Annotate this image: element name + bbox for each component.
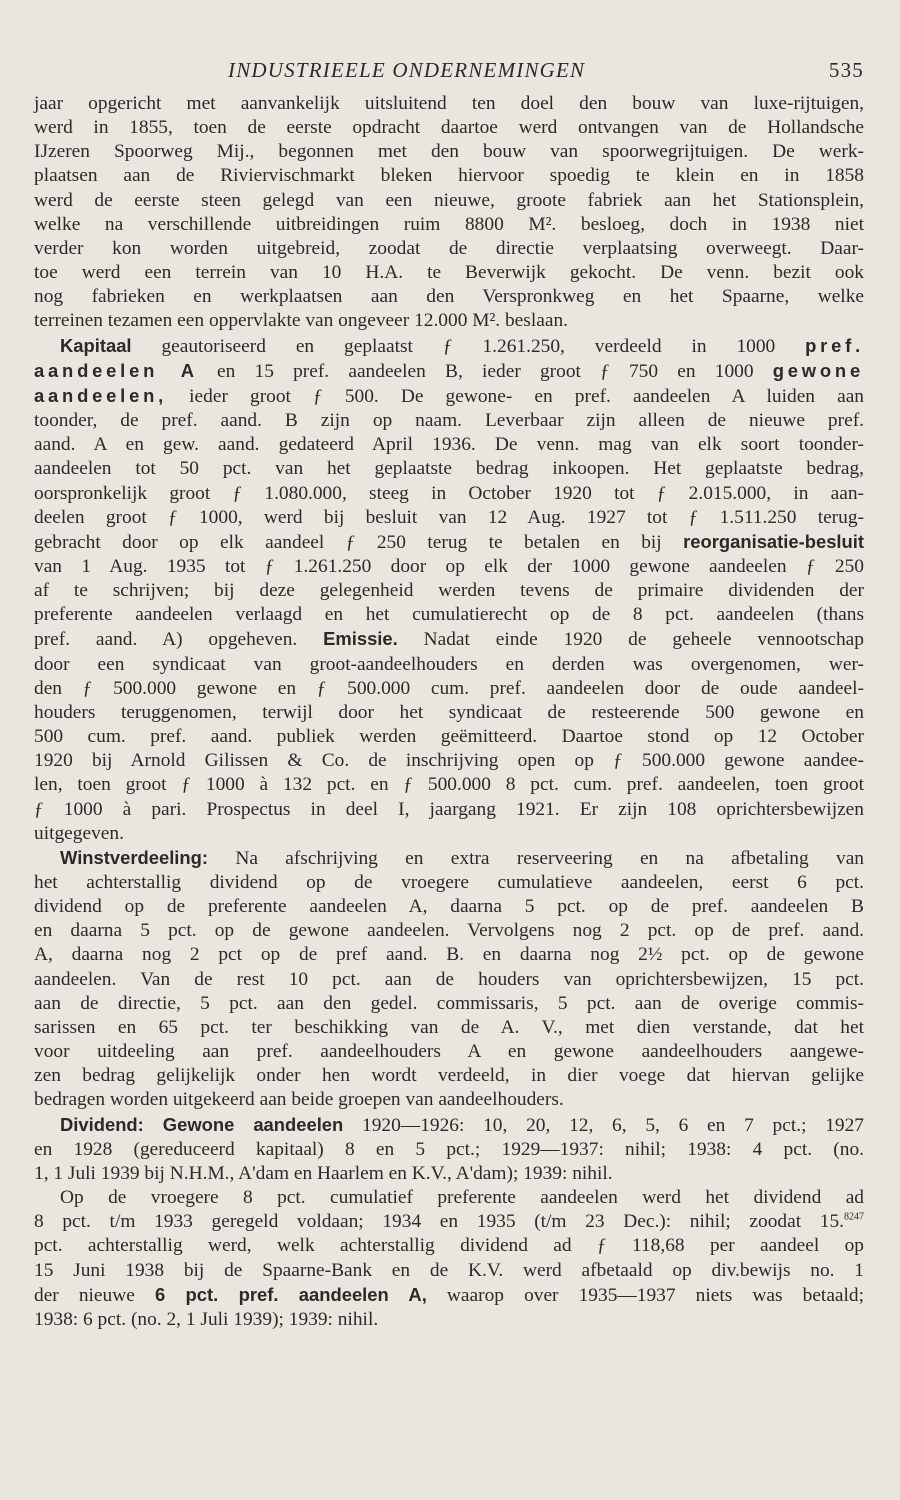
running-header [34,58,864,92]
text-line: zen bedrag gelijkelijk onder hen wordt verdeeld, in dier voege dat hiervan gelijke [34,1065,864,1087]
text-line: dividend op de preferente aandeelen A, daarna 5 pct. op de pref. aandeelen B [34,896,864,918]
section-heading-emissie: Emissie. [323,628,398,650]
text-line: 500 cum. pref. aand. publiek werden geëmitteerd. Daartoe stond op 12 October [34,726,864,748]
section-heading-kapitaal: Kapitaal [60,334,132,356]
page-number: 535 [828,58,864,82]
text-line: houders teruggenomen, terwijl door het syndicaat de resteerende 500 gewone en [34,701,864,723]
text-line: van 1 Aug. 1935 tot ƒ 1.261.250 door op elk der 1000 gewone aandeelen ƒ 250 [34,555,864,577]
text-line: 1938: 6 pct. (no. 2, 1 Juli 1939); 1939: nihil. [34,1308,379,1330]
text-line: ƒ 1000 à pari. Prospectus in deel I, jaargang 1921. Er zijn 108 oprichtersbewijzen [34,798,864,820]
text-line: len, toen groot ƒ 1000 à 132 pct. en ƒ 500.000 8 pct. cum. pref. aandeelen, toen groot [34,774,864,796]
reorganisatie-besluit-term: reorganisatie-besluit [683,530,864,552]
text-line: plaatsen aan de Riviervischmarkt bleken hiervoor spoedig te klein en in 1858 [34,165,864,187]
text-line: gebracht door op elk aandeel ƒ 250 terug te betalen en bij reorganisatie-besluit [34,530,864,553]
text-line: aand. A en gew. aand. gedateerd April 1936. De venn. mag van elk soort toonder- [34,434,864,456]
text-line: toe werd een terrein van 10 H.A. te Beverwijk gekocht. De venn. bezit ook [34,262,864,284]
text-line: Winstverdeeling: Na afschrijving en extra reserveering en na afbetaling van [60,846,864,869]
text-line: 8 pct. t/m 1933 geregeld voldaan; 1934 en 1935 (t/m 23 Dec.): nihil; zoodat 15.$^{8247}$ [34,1211,864,1233]
text-line: terreinen tezamen een oppervlakte van ongeveer 12.000 M². beslaan. [34,310,568,332]
superscript: 8247 [844,1211,864,1223]
text-line: der nieuwe 6 pct. pref. aandeelen A, waarop over 1935—1937 niets was betaald; [34,1283,864,1306]
text-line: sarissen en 65 pct. ter beschikking van de A. V., met dien verstande, dat het [34,1016,864,1038]
text-line: preferente aandeelen verlaagd en het cumulatierecht op de 8 pct. aandeelen (thans [34,604,864,626]
text-line: werd de eerste steen gelegd van een nieuwe, groote fabriek aan het Stationsplein, [34,189,864,211]
text-line: Kapitaal geautoriseerd en geplaatst ƒ 1.261.250, verdeeld in 1000 pref. [60,334,864,357]
text-line: bedragen worden uitgekeerd aan beide groepen van aandeelhouders. [34,1089,564,1111]
header-title: INDUSTRIEELE ONDERNEMINGEN [228,58,586,82]
text-line: 15 Juni 1938 bij de Spaarne-Bank en de K.V. werd afbetaald op div.bewijs no. 1 [34,1259,864,1281]
text-line: het achterstallig dividend op de vroegere cumulatieve aandeelen, eerst 6 pct. [34,872,864,893]
text-line: en daarna 5 pct. op de gewone aandeelen. Vervolgens nog 2 pct. op de pref. aand. [34,920,864,942]
text-line: Dividend: Gewone aandeelen 1920—1926: 10, 20, 12, 6, 5, 6 en 7 pct.; 1927 [60,1113,864,1136]
text-line: oorspronkelijk groot ƒ 1.080.000, steeg in October 1920 tot ƒ 2.015.000, in aan- [34,482,864,504]
body-text [34,92,864,1332]
bold-term: 6 pct. pref. aandeelen A, [154,1283,427,1305]
text-line: nog fabrieken en werkplaatsen aan den Verspronkweg en het Spaarne, welke [34,286,864,308]
text-line: jaar opgericht met aanvankelijk uitsluitend ten doel den bouw van luxe-rijtuigen, [34,93,864,114]
text-line: pct. achterstallig werd, welk achterstallig dividend ad ƒ 118,68 per aandeel op [34,1235,864,1257]
text-line: en 1928 (gereduceerd kapitaal) 8 en 5 pct.; 1929—1937: nihil; 1938: 4 pct. (no. [34,1138,864,1160]
text-line: Op de vroegere 8 pct. cumulatief preferente aandeelen werd het dividend ad [60,1187,864,1209]
text-line: A, daarna nog 2 pct op de pref aand. B. en daarna nog 2½ pct. op de gewone [34,944,864,966]
text-line: toonder, de pref. aand. B zijn op naam. Leverbaar zijn alleen de nieuwe pref. [34,410,864,432]
text-line: 1, 1 Juli 1939 bij N.H.M., A'dam en Haarlem en K.V., A'dam); 1939: nihil. [34,1162,613,1184]
text-line: aandeelen. Van de rest 10 pct. aan de houders van oprichtersbewijzen, 15 pct. [34,968,864,990]
text-line: pref. aand. A) opgeheven. Emissie. Nadat einde 1920 de geheele vennootschap [34,628,864,651]
text-line: aan de directie, 5 pct. aan den gedel. commissaris, 5 pct. aan de overige commis- [34,992,864,1014]
text-line: verder kon worden uitgebreid, zoodat de directie verplaatsing overweegt. Daar- [34,237,864,259]
text-line: voor uitdeeling aan pref. aandeelhouders A en gewone aandeelhouders aangewe- [34,1041,864,1063]
section-heading-dividend: Dividend: Gewone aandeelen [60,1113,344,1135]
text-line: aandeelen tot 50 pct. van het geplaatste bedrag inkoopen. Het geplaatste bedrag, [34,458,864,480]
section-heading-winstverdeeling: Winstverdeeling: [60,846,209,868]
text-line: door een syndicaat van groot-aandeelhouders en derden was overgenomen, wer- [34,653,864,675]
text-line: deelen groot ƒ 1000, werd bij besluit van 12 Aug. 1927 tot ƒ 1.511.250 terug- [34,506,864,528]
text-line: welke na verschillende uitbreidingen ruim 8800 M². besloeg, doch in 1938 niet [34,213,864,235]
text-line: IJzeren Spoorweg Mij., begonnen met den bouw van spoorwegrijtuigen. De werk- [34,141,864,163]
text-line: werd in 1855, toen de eerste opdracht daartoe werd ontvangen van de Hollandsche [34,117,864,139]
text-line: aandeelen A en 15 pref. aandeelen B, ieder groot ƒ 750 en 1000 gewone [34,359,864,382]
text-line: 1920 bij Arnold Gilissen & Co. de inschrijving open op ƒ 500.000 gewone aandee- [34,750,864,772]
text-line: aandeelen, ieder groot ƒ 500. De gewone- en pref. aandeelen A luiden aan [34,384,864,407]
text-line: af te schrijven; bij deze gelegenheid werden tevens de primaire dividenden der [34,580,864,602]
text-line: den ƒ 500.000 gewone en ƒ 500.000 cum. pref. aandeelen door de oude aandeel- [34,677,864,699]
text-line: uitgegeven. [34,822,124,844]
